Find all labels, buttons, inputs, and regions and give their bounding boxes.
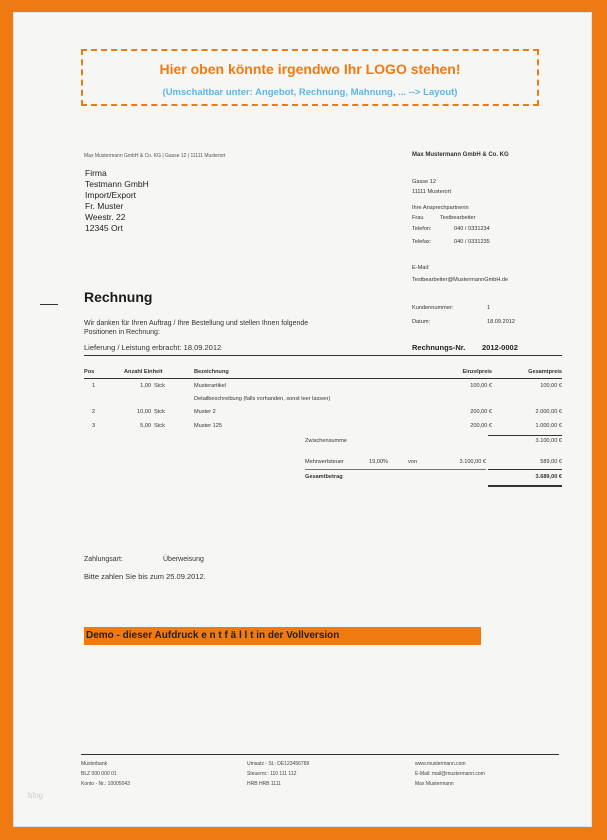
cell-desc: Muster 2 [194,409,216,416]
footer-line: BLZ 000 000 01 [81,771,117,777]
invoice-no-label: Rechnungs-Nr. [412,343,466,352]
date-value: 18.09.2012 [487,319,515,325]
vat-amount-rule [488,469,562,470]
sender-line: Max Mustermann GmbH & Co. KG | Gasse 12 | 11111 Musterort [84,153,226,159]
email-label: E-Mail: [412,265,430,271]
payment-method: Überweisung [163,556,204,563]
vat-rule [305,469,486,470]
company-name: Max Mustermann GmbH & Co. KG [412,152,509,158]
cell-pos [84,392,114,406]
logo-subtitle: (Umschaltbar unter: Angebot, Rechnung, Mahnung, ... --> Layout) [162,87,458,98]
sender-street: Gasse 12 [412,179,436,185]
vat-amount: 589,00 € [540,459,562,465]
customer-no-label: Kundennummer: [412,305,454,311]
cell-price [422,392,492,406]
recipient-line: Fr. Muster [85,201,124,211]
vat-label: Mehrwertsteuer [305,459,344,465]
footer-line: Steuernr.: 110 111 112 [247,771,297,777]
phone-label: Telefon: [412,226,432,232]
demo-banner [84,627,481,645]
items-table [84,365,562,433]
subtotal-rule [488,435,562,436]
date-label: Datum: [412,319,431,325]
table-row [84,392,562,406]
subtotal-value: 3.100,00 € [535,438,562,444]
footer-line: Konto - Nr.: 10005043 [81,781,130,787]
recipient-line: Import/Export [85,190,137,200]
payment-label: Zahlungsart: [84,556,123,563]
intro-line: Wir danken für Ihren Auftrag / Ihre Bestellung und stellen Ihnen folgende [84,320,309,327]
header-qty-unit: Anzahl Einheit [114,365,194,379]
cell-price: 200,00 € [470,409,492,416]
grand-total-rule [488,485,562,487]
fold-mark [40,304,58,305]
cell-qty: 1,00 [140,382,151,389]
cell-qty: 10,00 [137,409,151,416]
table-top-rule [84,355,562,356]
contact-heading: Ihre Ansprechpartnerin [412,205,469,211]
recipient-line: 12345 Ort [85,223,123,233]
cell-unit: Stck [154,422,165,429]
subtotal-label: Zwischensumme [305,438,347,444]
footer-line: Max Mustermann [415,781,454,787]
grand-total-label: Gesamtbetrag [305,474,343,480]
email-value[interactable]: Testbearbeiter@MustermannGmbH.de [412,277,509,283]
cell-pos: 1 [92,382,96,389]
vat-base: 3.100,00 € [459,459,486,465]
cell-unit [154,392,194,406]
cell-total [492,392,562,406]
recipient-line: Testmann GmbH [85,179,149,189]
sender-city: 11111 Musterort [412,189,452,195]
footer-website[interactable]: www.mustermann.com [415,761,466,767]
cell-total: 1.000,00 € [535,422,562,429]
intro-line: Positionen in Rechnung: [84,329,160,336]
cell-desc: Detailbeschreibung (falls vorhanden, sonst leer lassen) [194,395,331,402]
footer-bank [81,759,130,789]
cell-qty: 5,00 [140,422,151,429]
cell-total: 100,00 € [540,382,562,389]
footer-rule [81,754,559,755]
cell-pos: 3 [92,422,96,429]
footer-line: HRB HRB 1111 [247,781,281,787]
cell-qty [114,392,154,406]
due-date-text: Bitte zahlen Sie bis zum 25.09.2012. [84,572,206,581]
intro-text [84,319,308,337]
fax-label: Telefax: [412,239,432,245]
fax-value: 040 / 0331235 [454,239,490,245]
logo-placeholder[interactable] [81,49,539,106]
watermark: blog [28,791,44,800]
phone-value: 040 / 0331234 [454,226,490,232]
contact-label: Frau [412,215,424,221]
invoice-page [13,12,592,827]
grand-total-value: 3.689,00 € [535,474,562,480]
cell-desc: Musterartikel [194,382,227,389]
table-header-row [84,365,562,379]
table-row [84,419,562,433]
delivery-date: Lieferung / Leistung erbracht: 18.09.2012 [84,343,222,352]
recipient-line: Firma [85,168,107,178]
cell-unit: Stck [154,409,165,416]
cell-pos: 2 [92,409,96,416]
vat-rate: 19,00% [369,459,388,465]
cell-price: 100,00 € [470,382,492,389]
footer-line: Musterbank [81,761,108,767]
cell-unit: Stck [154,382,165,389]
cell-price: 200,00 € [470,422,492,429]
header-desc: Bezeichnung [194,365,422,379]
footer-tax [247,759,309,789]
contact-name: Testbearbeiter [440,215,476,221]
logo-title: Hier oben könnte irgendwo Ihr LOGO stehen! [159,61,461,77]
footer-contact [415,759,485,789]
header-unit-price: Einzelpreis [422,365,492,379]
demo-banner-text: Demo - dieser Aufdruck e n t f ä l l t in der Vollversion [86,630,340,641]
header-pos: Pos [84,365,114,379]
cell-desc: Muster 125 [194,422,222,429]
cell-total: 2.000,00 € [535,409,562,416]
invoice-no: 2012-0002 [482,343,518,352]
header-total: Gesamtpreis [492,365,562,379]
footer-email[interactable]: E-Mail: mail@mustermann.com [415,771,485,777]
footer-line: Umsatz - St.: DE123456789 [247,761,310,767]
vat-from: von [408,459,418,465]
table-row [84,406,562,420]
table-row [84,379,562,393]
recipient-address [85,168,149,234]
recipient-line: Weestr. 22 [85,212,126,222]
invoice-title: Rechnung [84,289,153,305]
customer-no: 1 [487,305,491,311]
